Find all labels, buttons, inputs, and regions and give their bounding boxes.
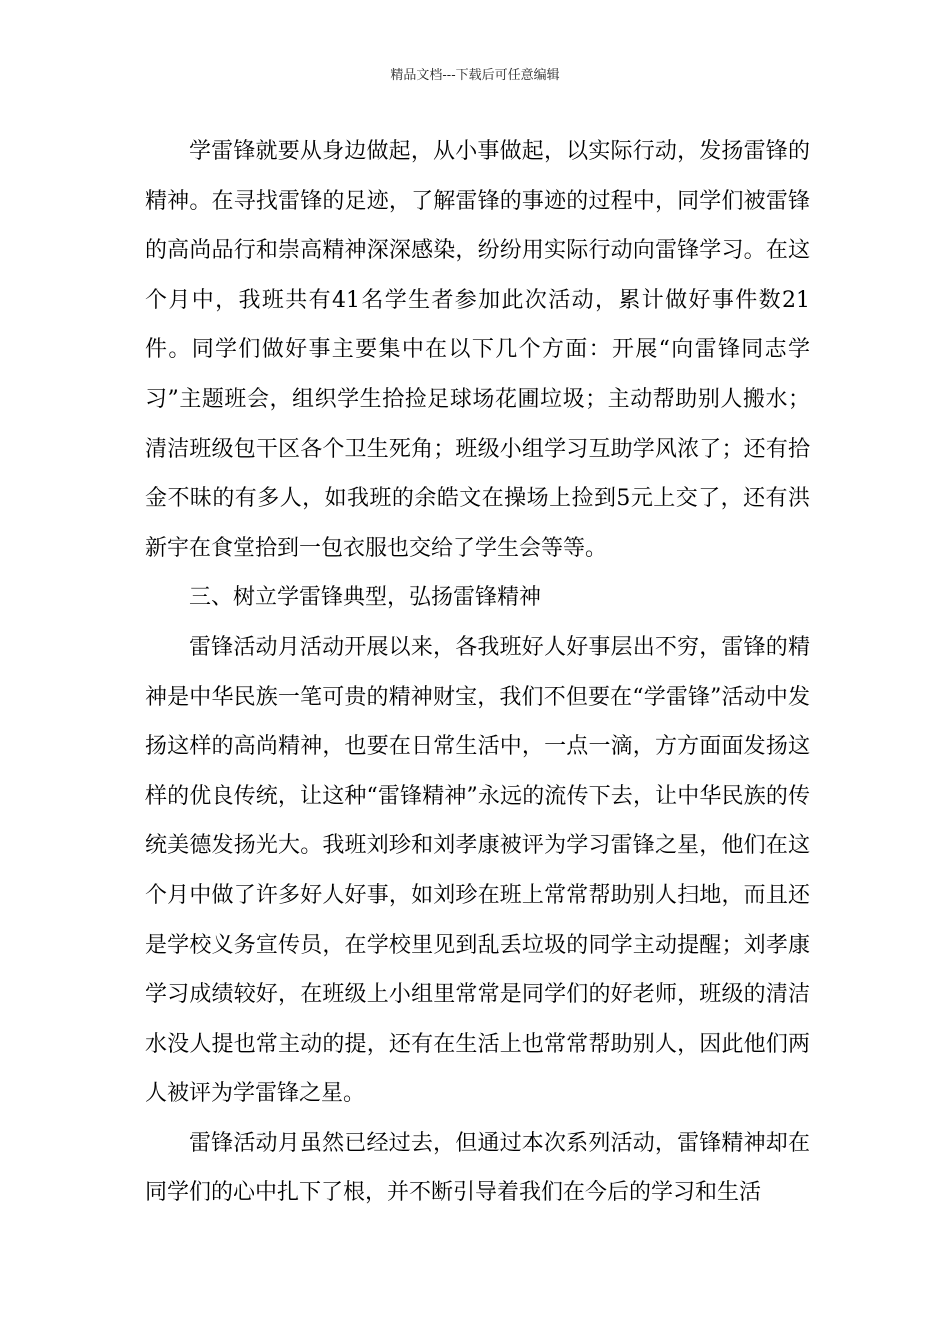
section-heading: 三、树立学雷锋典型，弘扬雷锋精神 — [189, 585, 542, 611]
paragraph-3: 雷锋活动月虽然已经过去，但通过本次系列活动，雷锋精神却在同学们的心中扎下了根，并不断引导着我们在今后的学习和生活 — [145, 1130, 810, 1206]
paragraph-1: 学雷锋就要从身边做起，从小事做起，以实际行动，发扬雷锋的精神。在寻找雷锋的足迹，了解雷锋的事迹的过程中，同学们被雷锋的高尚品行和崇高精神深深感染，纷纷用实际行动向雷锋学习。在这个月中，我班共有41名学生者参加此次活动，累计做好事件数21件。同学们做好事主要集中在以下几个方面：开展“向雷锋同志学习”主题班会，组织学生拾捡足球场花圃垃圾；主动帮助别人搬水；清洁班级包干区各个卫生死角；班级小组学习互助学风浓了；还有拾金不昧的有多人，如我班的余皓文在操场上捡到5元上交了，还有洪新宇在食堂拾到一包衣服也交给了学生会等等。 — [145, 139, 810, 561]
paragraph-2: 雷锋活动月活动开展以来，各我班好人好事层出不穷，雷锋的精神是中华民族一笔可贵的精神财宝，我们不但要在“学雷锋”活动中发扬这样的高尚精神，也要在日常生活中，一点一滴，方方面面发扬这样的优良传统，让这种“雷锋精神”永远的流传下去，让中华民族的传统美德发扬光大。我班刘珍和刘孝康被评为学习雷锋之星，他们在这个月中做了许多好人好事，如刘珍在班上常常帮助别人扫地，而且还是学校义务宣传员，在学校里见到乱丢垃圾的同学主动提醒；刘孝康学习成绩较好，在班级上小组里常常是同学们的好老师，班级的清洁水没人提也常主动的提，还有在生活上也常常帮助别人，因此他们两人被评为学雷锋之星。 — [145, 634, 810, 1107]
document-body — [145, 127, 810, 1218]
page-header: 精品文档---下载后可任意编辑 — [390, 68, 560, 83]
